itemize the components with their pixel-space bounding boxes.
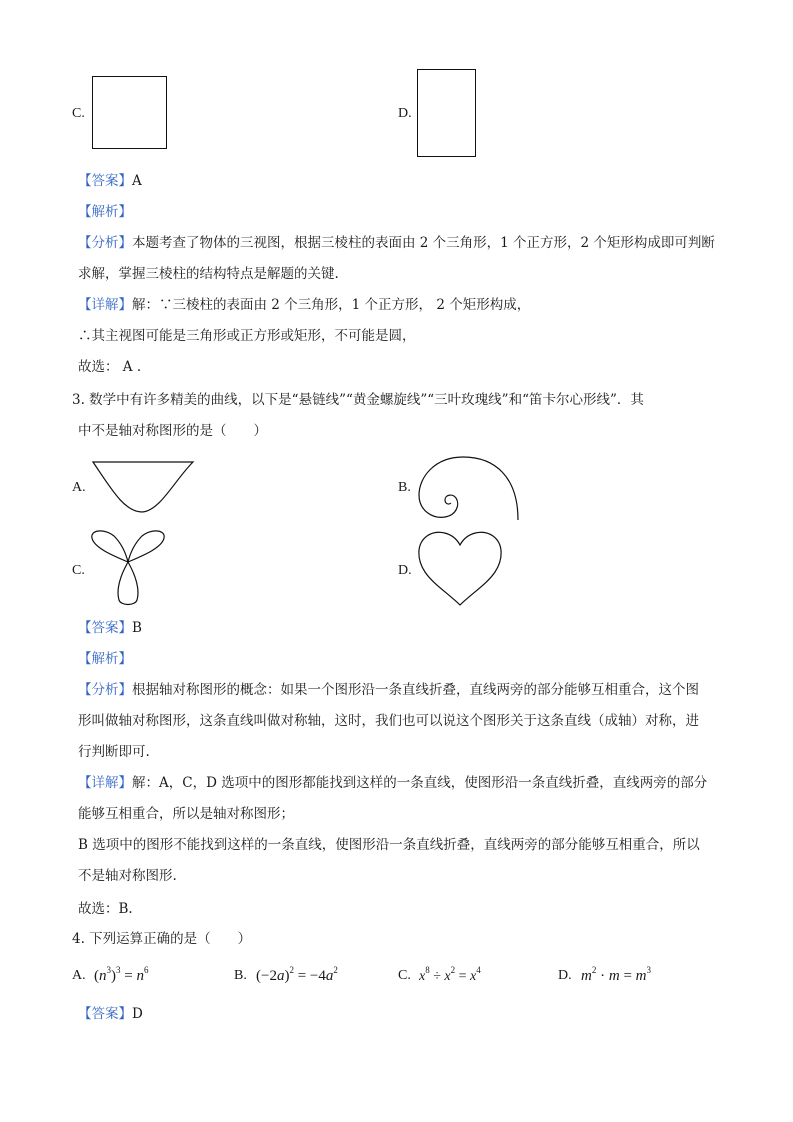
q4-option-b-label: B. xyxy=(234,968,247,983)
q3-fenxi-line2: 形叫做轴对称图形，这条直线叫做对称轴，这时，我们也可以说这个图形关于这条直线（成轴）对称，进 xyxy=(78,713,699,729)
q2-jiexi-heading xyxy=(78,202,132,222)
q3-xiangjie-line4: 不是轴对称图形. xyxy=(78,868,177,884)
xiangjie-tag: 【详解】 xyxy=(78,297,132,313)
q4-stem: 4. 下列运算正确的是（ ） xyxy=(72,931,252,947)
q4-option-a-formula: $(n^3)^3 = n^6$ xyxy=(94,965,149,984)
q3-fenxi-line3: 行判断即可. xyxy=(78,744,150,760)
q4-option-b-formula: $(-2a)^2 = -4a^2$ xyxy=(256,965,338,984)
answer-value: B xyxy=(132,620,142,636)
q3-fenxi-line1 xyxy=(78,680,699,700)
xiangjie-text: 解：A，C，D 选项中的图形都能找到这样的一条直线，使图形沿一条直线折叠，直线两旁的部分 xyxy=(132,775,708,791)
q4-option-d-label: D. xyxy=(558,968,572,983)
q2-fenxi-line2: 求解，掌握三棱柱的结构特点是解题的关键. xyxy=(78,266,339,282)
q4-option-c-formula: $x^8 \div x^2 = x^4$ xyxy=(419,965,481,984)
xiangjie-text: 解：∵三棱柱的表面由 2 个三角形，1 个正方形， 2 个矩形构成， xyxy=(132,297,531,313)
jiexi-tag: 【解析】 xyxy=(78,204,132,220)
fenxi-text: 根据轴对称图形的概念：如果一个图形沿一条直线折叠，直线两旁的部分能够互相重合，这个图 xyxy=(132,682,699,698)
jiexi-tag: 【解析】 xyxy=(78,651,132,667)
q3-option-d-label: D. xyxy=(398,563,412,578)
q3-stem-line2: 中不是轴对称图形的是（ ） xyxy=(78,423,267,439)
q4-answer xyxy=(78,1004,143,1024)
q2-fenxi-line1 xyxy=(78,233,715,253)
q2-option-d-label: D. xyxy=(398,106,412,121)
q3-answer xyxy=(78,618,142,638)
q2-xiangjie-line2: ∴其主视图可能是三角形或正方形或矩形，不可能是圆， xyxy=(78,328,416,344)
q3-golden-spiral xyxy=(415,455,525,525)
q3-option-b-label: B. xyxy=(398,480,411,495)
answer-tag: 【答案】 xyxy=(78,620,132,636)
q4-option-c-label: C. xyxy=(398,968,411,983)
q4-option-d-formula: $m^2 \cdot m = m^3$ xyxy=(581,965,651,984)
q3-xiangjie-line3: B 选项中的图形不能找到这样的一条直线，使图形沿一条直线折叠，直线两旁的部分能够互相重合，所以 xyxy=(78,837,700,853)
answer-tag: 【答案】 xyxy=(78,1006,132,1022)
xiangjie-tag: 【详解】 xyxy=(78,775,132,791)
q2-choice: 故选： A . xyxy=(78,359,142,375)
fenxi-tag: 【分析】 xyxy=(78,235,132,251)
q3-xiangjie-line2: 能够互相重合，所以是轴对称图形； xyxy=(78,806,294,822)
q2-xiangjie-line1 xyxy=(78,295,530,315)
q4-option-a-label: A. xyxy=(72,968,86,983)
q2-option-c-label: C. xyxy=(72,106,85,121)
answer-value: A xyxy=(132,173,142,189)
answer-value: D xyxy=(132,1006,143,1022)
fenxi-text: 本题考查了物体的三视图，根据三棱柱的表面由 2 个三角形，1 个正方形，2 个矩形构成即可判断 xyxy=(132,235,715,251)
q3-xiangjie-line1 xyxy=(78,773,707,793)
q3-stem-line1: 3. 数学中有许多精美的曲线，以下是“悬链线”“黄金螺旋线”“三叶玫瑰线”和“笛卡尔心形线”．其 xyxy=(72,392,644,408)
q3-option-c-label: C. xyxy=(72,563,85,578)
q3-jiexi-heading xyxy=(78,649,132,669)
q3-three-leaf-rose xyxy=(88,528,168,608)
answer-tag: 【答案】 xyxy=(78,173,132,189)
q3-cardioid-heart xyxy=(415,530,511,610)
fenxi-tag: 【分析】 xyxy=(78,682,132,698)
q2-answer xyxy=(78,171,142,191)
q3-option-a-label: A. xyxy=(72,480,86,495)
q3-choice: 故选：B. xyxy=(78,901,133,917)
q3-catenary-curve xyxy=(92,461,196,517)
q2-option-d-rectangle xyxy=(417,69,477,159)
q2-option-c-square xyxy=(92,76,168,150)
